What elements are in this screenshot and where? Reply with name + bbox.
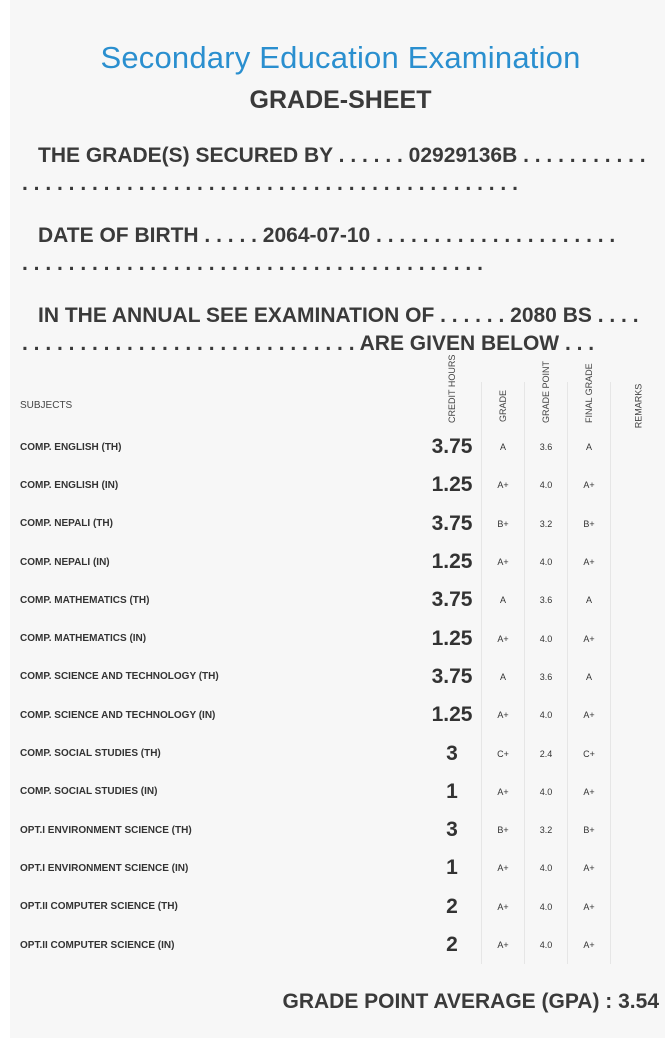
grade-point-cell: 4.0: [525, 888, 568, 926]
credit-hours-cell: 3.75: [423, 505, 482, 543]
remarks-cell: [611, 696, 665, 734]
grade-cell: A+: [482, 543, 525, 581]
grade-point-cell: 4.0: [525, 849, 568, 887]
exam-given-below: . . . . . . . . . . . . . . . . . . . . . . . . . . . . . ARE GIVEN BELOW . . .: [22, 332, 595, 355]
subject-cell: COMP. NEPALI (IN): [20, 556, 110, 568]
final-grade-cell: A+: [568, 926, 611, 964]
header-credit-hours-label: CREDIT HOURS: [447, 354, 457, 423]
grade-point-cell: 4.0: [525, 466, 568, 504]
table-row: [20, 466, 665, 504]
final-grade-cell: B+: [568, 505, 611, 543]
date-of-birth-text: DATE OF BIRTH . . . . . 2064-07-10 . . . . . . . . . . . . . . . . . . . . .: [38, 224, 616, 247]
subject-cell: COMP. NEPALI (TH): [20, 518, 113, 530]
grade-point-cell: 3.6: [525, 428, 568, 466]
secured-by-text: THE GRADE(S) SECURED BY . . . . . . 02929136B . . . . . . . . . . .: [38, 144, 646, 167]
remarks-cell: [611, 428, 665, 466]
date-of-birth-line: [22, 222, 662, 278]
grade-cell: A+: [482, 619, 525, 657]
table-row: [20, 543, 665, 581]
subject-cell: COMP. SOCIAL STUDIES (IN): [20, 786, 158, 798]
grade-cell: A+: [482, 696, 525, 734]
remarks-cell: [611, 734, 665, 772]
grades-table: [20, 354, 665, 964]
table-header-row: [20, 382, 665, 428]
header-grade-label: GRADE: [497, 389, 508, 423]
subject-cell: COMP. SCIENCE AND TECHNOLOGY (TH): [20, 671, 219, 683]
subject-cell: COMP. MATHEMATICS (IN): [20, 633, 147, 645]
final-grade-cell: B+: [568, 811, 611, 849]
grade-sheet: [10, 0, 665, 1038]
grade-cell: A: [482, 581, 525, 619]
header-subjects: SUBJECTS: [20, 399, 73, 411]
remarks-cell: [611, 811, 665, 849]
exam-text: IN THE ANNUAL SEE EXAMINATION OF . . . . . . 2080 BS . . . .: [38, 304, 639, 327]
page-title: Secondary Education Examination: [100, 40, 581, 75]
final-grade-cell: C+: [568, 734, 611, 772]
credit-hours-cell: 2: [423, 888, 482, 926]
credit-hours-cell: 3.75: [423, 658, 482, 696]
grade-cell: A: [482, 428, 525, 466]
table-row: [20, 888, 665, 926]
table-row: [20, 773, 665, 811]
table-row: [20, 849, 665, 887]
subject-cell: COMP. MATHEMATICS (TH): [20, 594, 150, 606]
remarks-cell: [611, 926, 665, 964]
table-row: [20, 505, 665, 543]
subject-cell: COMP. ENGLISH (IN): [20, 479, 119, 491]
grade-point-cell: 2.4: [525, 734, 568, 772]
credit-hours-cell: 3.75: [423, 581, 482, 619]
credit-hours-cell: 1.25: [423, 466, 482, 504]
table-row: [20, 619, 665, 657]
subject-cell: OPT.II COMPUTER SCIENCE (IN): [20, 939, 175, 951]
remarks-cell: [611, 773, 665, 811]
grade-point-cell: 4.0: [525, 619, 568, 657]
exam-line: [22, 302, 662, 358]
header-grade-point: [525, 360, 568, 428]
remarks-cell: [611, 505, 665, 543]
credit-hours-cell: 3: [423, 811, 482, 849]
final-grade-cell: A: [568, 581, 611, 619]
header-credit-hours: [423, 354, 482, 428]
final-grade-cell: A+: [568, 888, 611, 926]
header-final-grade: [568, 363, 611, 428]
grade-cell: A+: [482, 466, 525, 504]
credit-hours-cell: 1: [423, 849, 482, 887]
subject-cell: COMP. SOCIAL STUDIES (TH): [20, 748, 161, 760]
grade-cell: C+: [482, 734, 525, 772]
remarks-cell: [611, 619, 665, 657]
credit-hours-cell: 1: [423, 773, 482, 811]
grade-point-cell: 4.0: [525, 773, 568, 811]
header-remarks-label: REMARKS: [632, 383, 643, 429]
credit-hours-cell: 3: [423, 734, 482, 772]
table-row: [20, 581, 665, 619]
credit-hours-cell: 2: [423, 926, 482, 964]
header-grade: [482, 382, 525, 428]
grade-point-cell: 3.2: [525, 811, 568, 849]
subject-cell: COMP. SCIENCE AND TECHNOLOGY (IN): [20, 709, 216, 721]
credit-hours-cell: 3.75: [423, 428, 482, 466]
credit-hours-cell: 1.25: [423, 619, 482, 657]
header-final-grade-label: FINAL GRADE: [584, 363, 594, 423]
remarks-cell: [611, 466, 665, 504]
header-grade-point-label: GRADE POINT: [541, 360, 551, 423]
final-grade-cell: A: [568, 658, 611, 696]
table-row: [20, 811, 665, 849]
page-subtitle: GRADE-SHEET: [249, 86, 432, 114]
grade-point-cell: 3.6: [525, 658, 568, 696]
remarks-cell: [611, 849, 665, 887]
credit-hours-cell: 1.25: [423, 543, 482, 581]
header-remarks: [611, 382, 665, 428]
remarks-cell: [611, 581, 665, 619]
final-grade-cell: A+: [568, 773, 611, 811]
remarks-cell: [611, 888, 665, 926]
table-row: [20, 428, 665, 466]
subject-cell: OPT.II COMPUTER SCIENCE (TH): [20, 901, 178, 913]
grade-cell: A+: [482, 773, 525, 811]
final-grade-cell: A+: [568, 696, 611, 734]
grade-cell: A+: [482, 926, 525, 964]
remarks-cell: [611, 543, 665, 581]
grade-point-cell: 4.0: [525, 696, 568, 734]
grade-point-cell: 3.2: [525, 505, 568, 543]
secured-by-dots: . . . . . . . . . . . . . . . . . . . . . . . . . . . . . . . . . . . . . . . . . . .: [22, 172, 518, 195]
final-grade-cell: A+: [568, 619, 611, 657]
grade-point-cell: 4.0: [525, 926, 568, 964]
grade-cell: A+: [482, 888, 525, 926]
subject-cell: OPT.I ENVIRONMENT SCIENCE (IN): [20, 862, 189, 874]
grade-cell: A+: [482, 849, 525, 887]
gpa-summary: GRADE POINT AVERAGE (GPA) : 3.54: [282, 990, 659, 1013]
table-row: [20, 734, 665, 772]
table-row: [20, 696, 665, 734]
table-row: [20, 658, 665, 696]
final-grade-cell: A+: [568, 849, 611, 887]
final-grade-cell: A+: [568, 543, 611, 581]
table-row: [20, 926, 665, 964]
secured-by-line: [22, 142, 662, 198]
credit-hours-cell: 1.25: [423, 696, 482, 734]
final-grade-cell: A: [568, 428, 611, 466]
grade-cell: B+: [482, 505, 525, 543]
date-of-birth-dots: . . . . . . . . . . . . . . . . . . . . . . . . . . . . . . . . . . . . . . . .: [22, 252, 483, 275]
final-grade-cell: A+: [568, 466, 611, 504]
grade-point-cell: 3.6: [525, 581, 568, 619]
grade-point-cell: 4.0: [525, 543, 568, 581]
grade-cell: B+: [482, 811, 525, 849]
subject-cell: COMP. ENGLISH (TH): [20, 441, 122, 453]
grade-cell: A: [482, 658, 525, 696]
remarks-cell: [611, 658, 665, 696]
subject-cell: OPT.I ENVIRONMENT SCIENCE (TH): [20, 824, 192, 836]
